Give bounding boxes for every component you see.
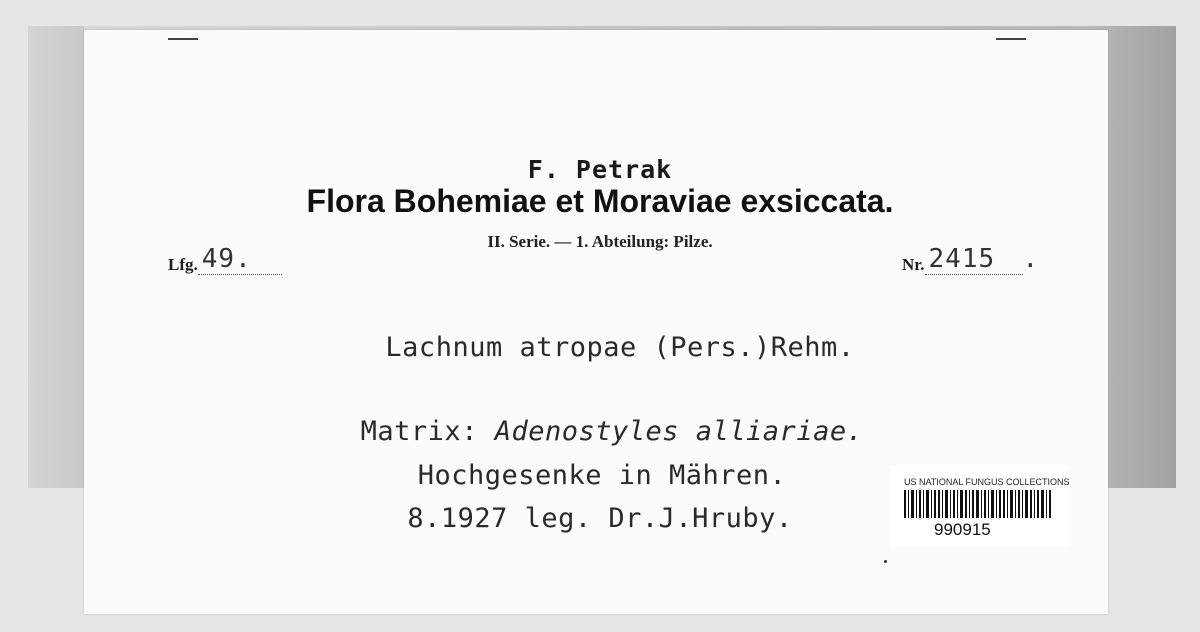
- lfg-prefix: Lfg.: [168, 255, 198, 274]
- nr-prefix: Nr.: [902, 255, 925, 274]
- species-name: Lachnum atropae (Pers.)Rehm.: [385, 332, 855, 363]
- collection-line: 8.1927 leg. Dr.J.Hruby.: [407, 503, 793, 534]
- lfg-value: 49.: [198, 244, 282, 275]
- collector-name: F. Petrak: [527, 155, 673, 184]
- series-title: Flora Bohemiae et Moraviae exsiccata.: [306, 183, 894, 219]
- matrix-prefix: Matrix:: [360, 416, 478, 447]
- barcode-label: [890, 466, 1068, 546]
- edge-mark-left: [168, 38, 198, 40]
- lfg-field: [168, 244, 282, 275]
- lfg-number: 49: [201, 244, 236, 274]
- edge-mark-right: [996, 38, 1026, 40]
- locality-line: Hochgesenke in Mähren.: [417, 460, 787, 491]
- barcode-number: 990915: [934, 520, 991, 539]
- paper-speck: [884, 560, 887, 563]
- series-subtitle: II. Serie. — 1. Abteilung: Pilze.: [487, 232, 713, 251]
- nr-field: [902, 244, 1038, 275]
- nr-value: [925, 244, 1023, 275]
- matrix-line: [12, 416, 1200, 447]
- nr-dot: .: [1022, 244, 1039, 274]
- nr-number: 2415: [928, 244, 996, 274]
- barcode-institution: US NATIONAL FUNGUS COLLECTIONS: [904, 477, 1070, 487]
- matrix-host: Adenostyles alliariae.: [494, 416, 864, 447]
- barcode-bars: [904, 490, 1052, 518]
